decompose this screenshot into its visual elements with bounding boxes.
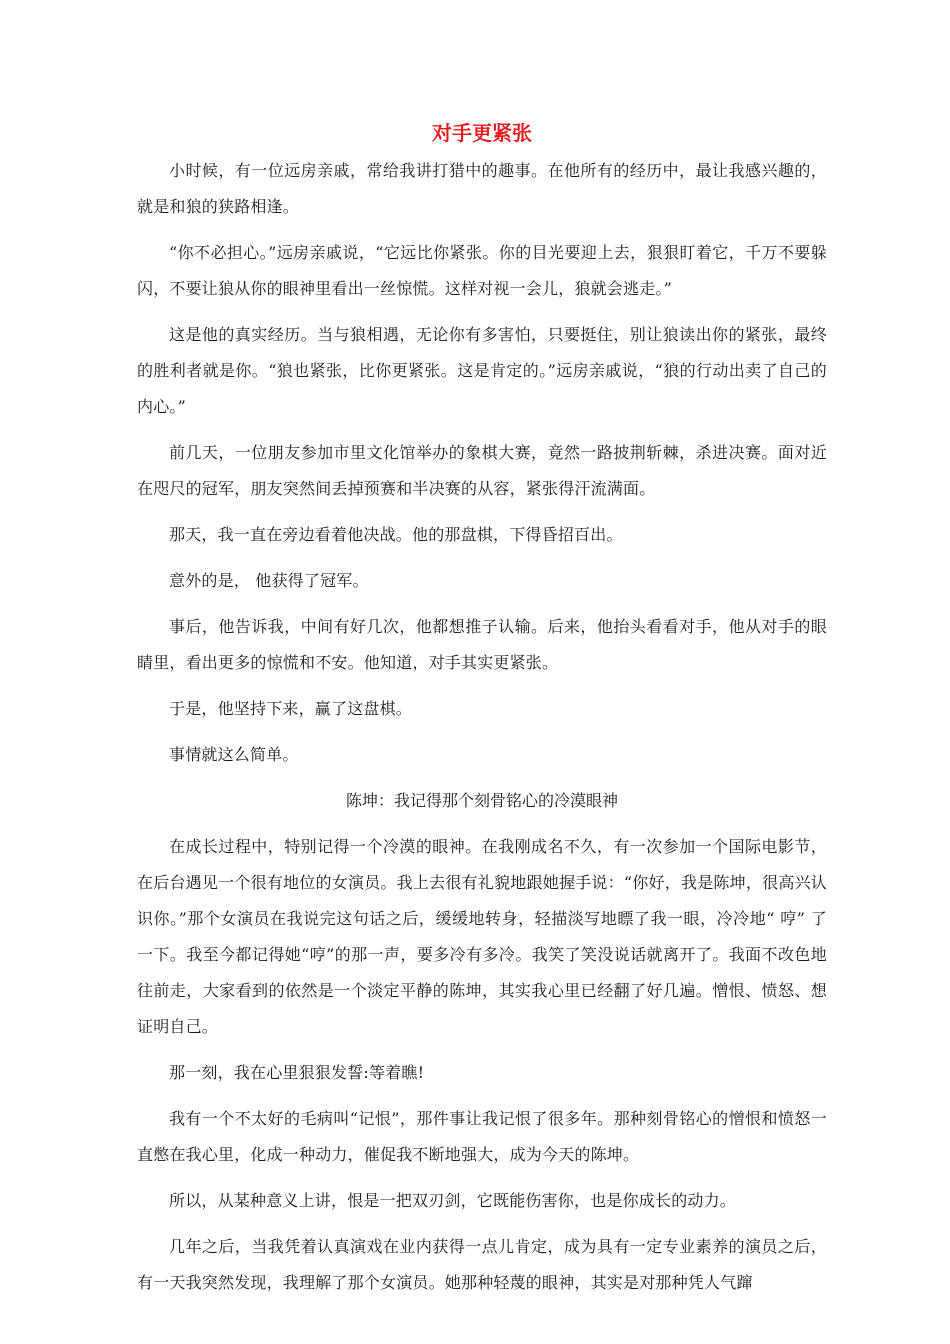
article-body xyxy=(137,117,827,1311)
paragraph: 所以，从某种意义上讲，恨是一把双刃剑，它既能伤害你，也是你成长的动力。 xyxy=(169,1191,737,1210)
paragraph: “你不必担心。”远房亲戚说，“它远比你紧张。你的目光要迎上去，狠狠盯着它，千万不要躲闪，不要让狼从你的眼神里看出一丝惊慌。这样对视一会儿，狼就会逃走。” xyxy=(137,243,827,298)
paragraph: 小时候，有一位远房亲戚，常给我讲打猎中的趣事。在他所有的经历中，最让我感兴趣的，就是和狼的狭路相逢。 xyxy=(137,161,827,216)
paragraph: 那一刻，我在心里狠狠发誓:等着瞧! xyxy=(169,1063,425,1082)
paragraph: 这是他的真实经历。当与狼相遇，无论你有多害怕，只要挺住，别让狼读出你的紧张，最终的胜利者就是你。“狼也紧张，比你更紧张。这是肯定的。”远房亲戚说，“狼的行动出卖了自己的内心。” xyxy=(137,325,827,416)
paragraph: 于是，他坚持下来，赢了这盘棋。 xyxy=(169,699,413,718)
section-subtitle: 陈坤：我记得那个刻骨铭心的冷漠眼神 xyxy=(345,791,618,810)
paragraph: 事情就这么简单。 xyxy=(169,745,299,764)
paragraph: 那天，我一直在旁边看着他决战。他的那盘棋，下得昏招百出。 xyxy=(169,525,623,544)
paragraph: 我有一个不太好的毛病叫“记恨”，那件事让我记恨了很多年。那种刻骨铭心的憎恨和愤怒一直憋在我心里，化成一种动力，催促我不断地强大，成为今天的陈坤。 xyxy=(137,1109,827,1164)
paragraph: 几年之后，当我凭着认真演戏在业内获得一点儿肯定，成为具有一定专业素养的演员之后，有一天我突然发现，我理解了那个女演员。她那种轻蔑的眼神，其实是对那种凭人气蹿 xyxy=(137,1237,827,1292)
article-title: 对手更紧张 xyxy=(432,121,532,145)
paragraph: 事后，他告诉我，中间有好几次，他都想推子认输。后来，他抬头看看对手，他从对手的眼睛里，看出更多的惊慌和不安。他知道，对手其实更紧张。 xyxy=(137,617,827,672)
paragraph: 意外的是， 他获得了冠军。 xyxy=(169,571,369,590)
paragraph: 前几天，一位朋友参加市里文化馆举办的象棋大赛，竟然一路披荆斩棘，杀进决赛。面对近在咫尺的冠军，朋友突然间丢掉预赛和半决赛的从容，紧张得汗流满面。 xyxy=(137,443,827,498)
paragraph: 在成长过程中，特别记得一个冷漠的眼神。在我刚成名不久，有一次参加一个国际电影节，在后台遇见一个很有地位的女演员。我上去很有礼貌地跟她握手说：“你好，我是陈坤，很高兴认识你。”那个女演员在我说完这句话之后，缓缓地转身，轻描淡写地瞟了我一眼，冷冷地“ 哼” 了一下。我至今都记得她“哼”的那一声，要多冷有多冷。我笑了笑没说话就离开了。我面不改色地往前走，大家看到的依然是一个淡定平静的陈坤，其实我心里已经翻了好几遍。憎恨、愤怒、想证明自己。 xyxy=(137,837,827,1036)
